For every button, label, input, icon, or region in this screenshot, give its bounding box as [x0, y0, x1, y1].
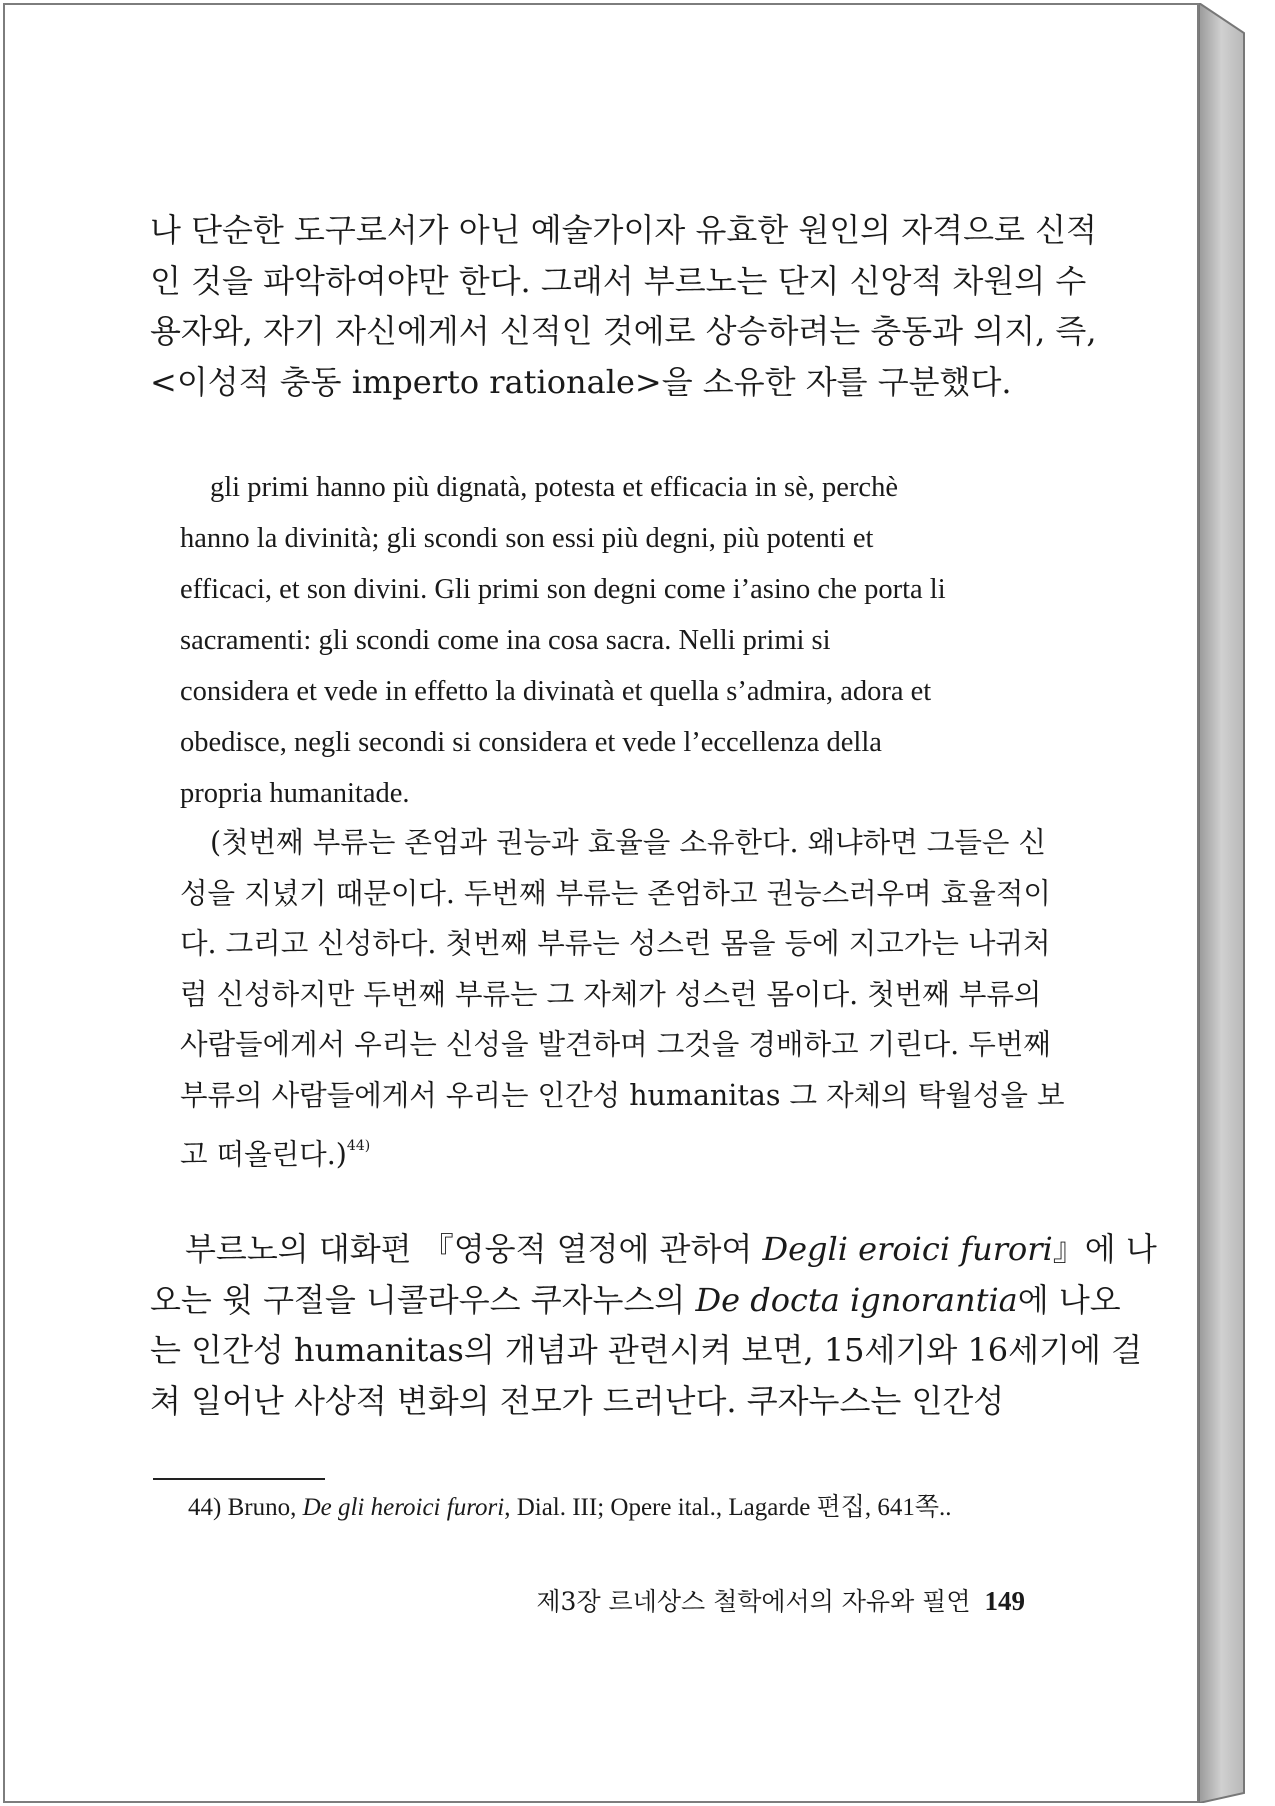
quote-line: efficaci, et son divini. Gli primi son degni come i’asino che porta li	[180, 574, 946, 605]
footnote-reference: 44)	[346, 1138, 371, 1154]
footnote	[188, 1492, 952, 1524]
italian-quote	[180, 462, 1048, 819]
footnote-rest: , Dial. III; Opere ital., Lagarde 편집, 641쪽..	[504, 1494, 952, 1521]
quote-translation	[180, 818, 1065, 1181]
chapter-title: 제3장 르네상스 철학에서의 자유와 필연	[536, 1587, 971, 1616]
p1-line: 용자와, 자기 자신에게서 신적인 것에로 상승하려는 충동과 의지, 즉,	[150, 312, 1097, 350]
quote-line: sacramenti: gli scondi come ina cosa sacra. Nelli primi si	[180, 625, 831, 656]
p2-line-1	[150, 1224, 1157, 1275]
quote-line: considera et vede in effetto la divinatà et quella s’admira, adora et	[180, 676, 932, 707]
p2-line-3: 는 인간성 humanitas의 개념과 관련시켜 보면, 15세기와 16세기에 걸	[150, 1331, 1142, 1369]
page-footer	[500, 1582, 1025, 1618]
translation-last-text: 고 떠올린다.)	[180, 1138, 347, 1171]
quote-line: propria humanitade.	[180, 778, 410, 809]
quote-line: gli primi hanno più dignatà, potesta et efficacia in sè, perchè	[210, 472, 898, 503]
translation-line: (첫번째 부류는 존엄과 권능과 효율을 소유한다. 왜냐하면 그들은 신	[210, 826, 1046, 859]
paragraph-2	[150, 1224, 1157, 1426]
translation-line-last	[180, 1121, 1048, 1181]
p2-line-2	[150, 1275, 1121, 1326]
quote-line: obedisce, negli secondi si considera et vede l’eccellenza della	[180, 727, 882, 758]
translation-line: 성을 지녔기 때문이다. 두번째 부류는 존엄하고 권능스러우며 효율적이	[180, 876, 1051, 910]
p1-line: <이성적 충동 imperto rationale>을 소유한 자를 구분했다.	[150, 362, 1012, 401]
p1-line: 인 것을 파악하여야만 한다. 그래서 부르노는 단지 신앙적 차원의 수	[150, 261, 1087, 300]
quote-line: hanno la divinità; gli scondi son essi più degni, più potenti et	[180, 523, 874, 554]
translation-line: 사람들에게서 우리는 신성을 발견하며 그것을 경배하고 기린다. 두번째	[180, 1028, 1051, 1061]
p2-italic-title: De docta ignorantia	[695, 1280, 1018, 1319]
footnote-author: Bruno,	[227, 1494, 297, 1521]
paragraph-1	[150, 205, 1097, 407]
footnote-number: 44)	[188, 1494, 222, 1521]
p2-text: 에 나오	[1017, 1280, 1121, 1319]
translation-line: 럼 신성하지만 두번째 부류는 그 자체가 성스런 몸이다. 첫번째 부류의	[180, 977, 1042, 1011]
page-number: 149	[984, 1586, 1025, 1616]
book-spine	[1199, 3, 1259, 1803]
p2-italic-title: Degli eroici furori	[762, 1230, 1053, 1268]
translation-line: 다. 그리고 신성하다. 첫번째 부류는 성스런 몸을 등에 지고가는 나귀처	[180, 927, 1051, 960]
p2-text: 오는 윗 구절을 니콜라우스 쿠자누스의	[150, 1280, 696, 1319]
p1-line: 나 단순한 도구로서가 아닌 예술가이자 유효한 원인의 자격으로 신적	[150, 211, 1097, 249]
p2-text: 부르노의 대화편 『영웅적 열정에 관하여	[185, 1230, 763, 1268]
footnote-title: De gli heroici furori	[302, 1494, 505, 1521]
translation-line: 부류의 사람들에게서 우리는 인간성 humanitas 그 자체의 탁월성을 보	[180, 1078, 1065, 1112]
footnote-divider	[153, 1478, 325, 1480]
p2-text: 』에 나	[1052, 1230, 1157, 1268]
p2-line-4: 쳐 일어난 사상적 변화의 전모가 드러난다. 쿠자누스는 인간성	[150, 1381, 1005, 1420]
